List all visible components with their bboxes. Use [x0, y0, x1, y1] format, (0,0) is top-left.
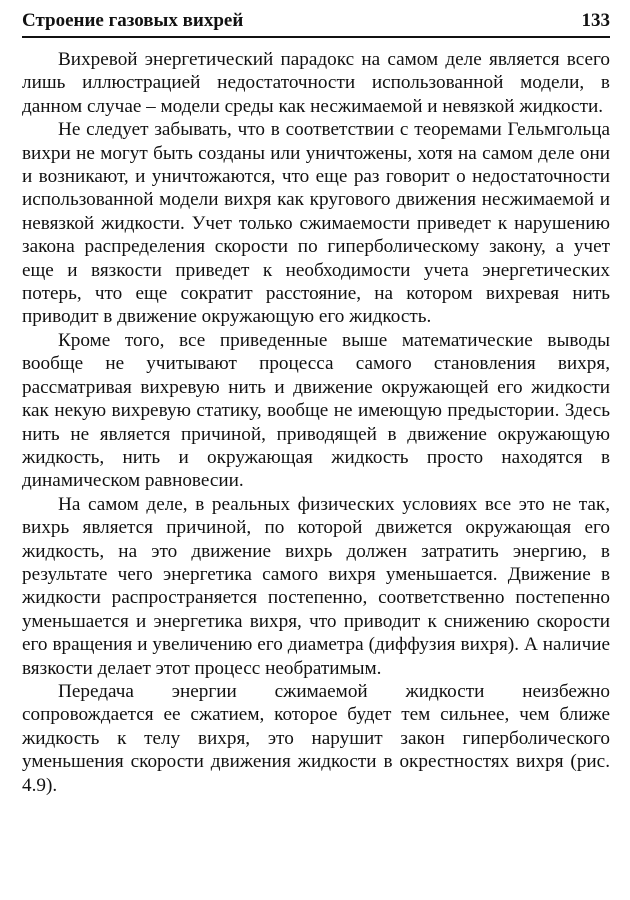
paragraph-3: Кроме того, все приведенные выше математические выводы вообще не учитывают процесса самого становления вихря, рассматривая вихревую нить и движение окружающей его жидкости как некую вихревую статику, вообще не имеющую предыстории. Здесь нить не является причиной, приводящей в движение окружающую жидкость, нить и окружающая жидкость просто находятся в динамическом равновесии.	[22, 329, 610, 492]
body-text	[22, 48, 610, 797]
paragraph-2: Не следует забывать, что в соответствии с теоремами Гельмгольца вихри не могут быть созданы или уничтожены, хотя на самом деле они и возникают, и уничтожаются, что еще раз говорит о недостаточности использованной модели вихря как кругового движения несжимаемой и невязкой жидкости. Учет только сжимаемости приведет к нарушению закона распределения скорости по гиперболическому закону, а учет еще и вязкости приведет к необходимости учета энергетических потерь, что еще сократит расстояние, на котором вихревая нить приводит в движение окружающую его жидкость.	[22, 119, 610, 328]
paragraph-1: Вихревой энергетический парадокс на самом деле является всего лишь иллюстрацией недостаточности использованной модели, в данном случае – модели среды как несжимаемой и невязкой жидкости.	[22, 49, 610, 117]
chapter-title: Строение газовых вихрей	[22, 10, 244, 31]
paragraph-5: Передача энергии сжимаемой жидкости неизбежно сопровождается ее сжатием, которое будет тем сильнее, чем ближе жидкость к телу вихря, это нарушит закон гиперболического уменьшения скорости движения жидкости в окрестностях вихря (рис. 4.9).	[22, 680, 610, 796]
running-header	[22, 8, 610, 38]
page-number: 133	[581, 10, 610, 31]
paragraph-4: На самом деле, в реальных физических условиях все это не так, вихрь является причиной, по которой движется окружающая его жидкость, на это движение вихрь должен затратить энергию, в результате чего энергетика самого вихря уменьшается. Движение в жидкости распространяется постепенно, соответственно постепенно уменьшается и энергетика вихря, что приводит к снижению скорости его вращения и увеличению его диаметра (диффузия вихря). А наличие вязкости делает этот процесс необратимым.	[22, 493, 610, 679]
